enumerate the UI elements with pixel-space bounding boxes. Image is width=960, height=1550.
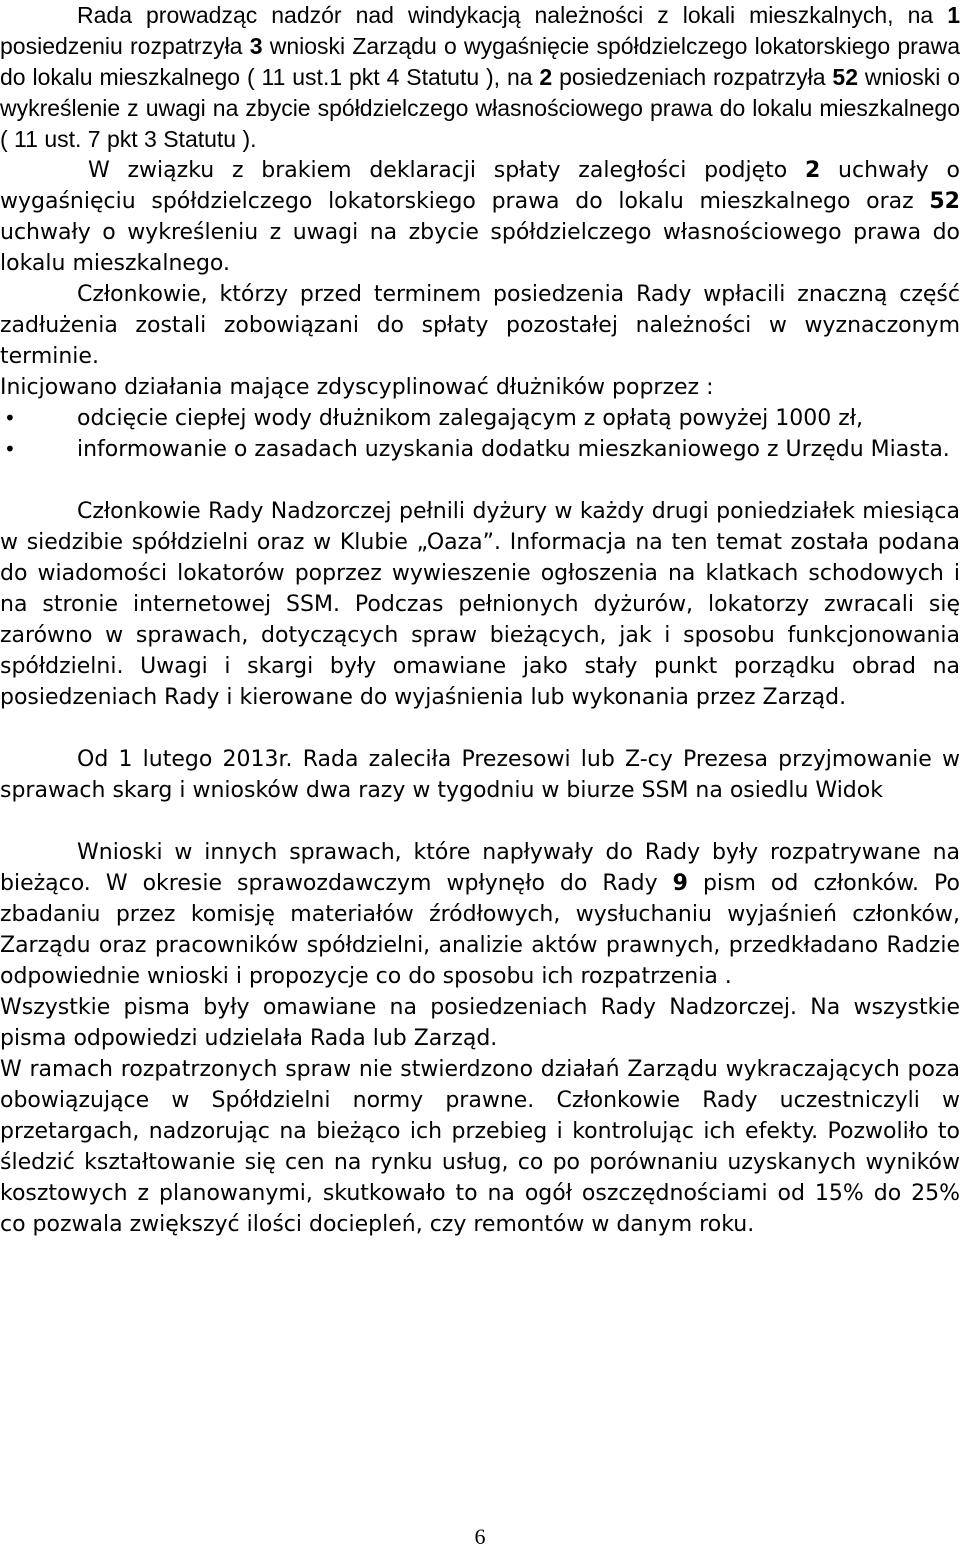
page-number: 6: [474, 1524, 486, 1549]
bold-number: 52: [832, 64, 859, 90]
text-run: posiedzeniach rozpatrzyła: [552, 64, 833, 90]
bold-number: 2: [539, 64, 553, 90]
spacer: [0, 465, 960, 496]
bullet-list: [0, 403, 960, 465]
text-run: Wnioski w innych sprawach, które napływały do Rady były rozpatrywane na bieżąco. W okresie sprawozdawczym wpłynęło do Rady: [0, 840, 960, 896]
text-run: uchwały o wykreśleniu z uwagi na zbycie spółdzielczego własnościowego prawa do lokalu mieszkalnego.: [0, 220, 960, 276]
text-run: Rada prowadząc nadzór nad windykacją należności z lokali mieszkalnych, na: [77, 2, 948, 28]
paragraph-wszystkie-pisma: Wszystkie pisma były omawiane na posiedzeniach Rady Nadzorczej. Na wszystkie pisma odpowiedzi udzielała Rada lub Zarząd.: [0, 995, 960, 1051]
paragraph-dyzury: Członkowie Rady Nadzorczej pełnili dyżury w każdy drugi poniedziałek miesiąca w siedzibie spółdzielni oraz w Klubie „Oaza”. Informacja na ten temat została podana do wiadomości lokatorów poprzez wywieszenie ogłoszenia na klatkach schodowych i na stronie internetowej SSM. Podczas pełnionych dyżurów, lokatorzy zwracali się zarówno w sprawach, dotyczących spraw bieżących, jak i sposobu funkcjonowania spółdzielni. Uwagi i skargi były omawiane jako stały punkt porządku obrad na posiedzeniach Rady i kierowane do wyjaśnienia lub wykonania przez Zarząd.: [0, 499, 960, 710]
paragraph-w-ramach: W ramach rozpatrzonych spraw nie stwierdzono działań Zarządu wykraczających poza obowiązujące w Spółdzielni normy prawne. Członkowie Rady uczestniczyli w przetargach, nadzorując na bieżąco ich przebieg i kontrolując ich efekty. Pozwoliło to śledzić kształtowanie się cen na rynku usług, co po porównaniu uzyskanych wyników kosztowych z planowanymi, skutkowało to na ogół oszczędnościami od 15% do 25% co pozwala zwiększyć ilości dociepleń, czy remontów w danym roku.: [0, 1057, 960, 1237]
text-run: W związku z brakiem deklaracji spłaty zaległości podjęto: [88, 158, 805, 183]
bold-number: 2: [804, 158, 821, 183]
bold-number: 9: [672, 871, 688, 896]
paragraph-inicjowano: Inicjowano działania mające zdyscyplinować dłużników poprzez :: [0, 375, 714, 400]
bold-number: 1: [947, 2, 960, 28]
text-run: uchwały o wygaśnięciu spółdzielczego lokatorskiego prawa do lokalu mieszkalnego oraz: [0, 158, 960, 214]
paragraph-wnioski: [0, 837, 960, 992]
spacer: [0, 806, 960, 837]
text-run: wnioski o wykreślenie z uwagi na zbycie spółdzielczego własnościowego prawa do lokalu mieszkalnego ( 11 ust. 7 pkt 3 Statutu ).: [0, 64, 960, 152]
spacer: [0, 713, 960, 744]
bold-number: 3: [249, 33, 263, 59]
paragraph-windykacja: [0, 0, 960, 155]
paragraph-uchwaly: [0, 155, 960, 279]
bullet-item: • odcięcie ciepłej wody dłużnikom zalegającym z opłatą powyżej 1000 zł,: [0, 403, 960, 434]
bold-number: 52: [929, 189, 960, 214]
text-run: posiedzeniu rozpatrzyła: [0, 33, 250, 59]
text-run: wnioski Zarządu o wygaśnięcie spółdzielczego lokatorskiego prawa do lokalu mieszkalnego ( 11 ust.1 pkt 4 Statutu ), na: [0, 33, 960, 90]
bullet-item: • informowanie o zasadach uzyskania dodatku mieszkaniowego z Urzędu Miasta.: [0, 434, 960, 465]
paragraph-od-1-lutego: Od 1 lutego 2013r. Rada zaleciła Prezesowi lub Z-cy Prezesa przyjmowanie w sprawach skarg i wniosków dwa razy w tygodniu w biurze SSM na osiedlu Widok: [0, 747, 960, 803]
text-run: pism od członków. Po zbadaniu przez komisję materiałów źródłowych, wysłuchaniu wyjaśnień członków, Zarządu oraz pracowników spółdzielni, analizie aktów prawnych, przedkładano Radzie odpowiednie wnioski i propozycje co do sposobu ich rozpatrzenia .: [0, 871, 960, 989]
paragraph-czlonkowie-wplacili: Członkowie, którzy przed terminem posiedzenia Rady wpłacili znaczną część zadłużenia zostali zobowiązani do spłaty pozostałej należności w wyznaczonym terminie.: [0, 282, 960, 369]
